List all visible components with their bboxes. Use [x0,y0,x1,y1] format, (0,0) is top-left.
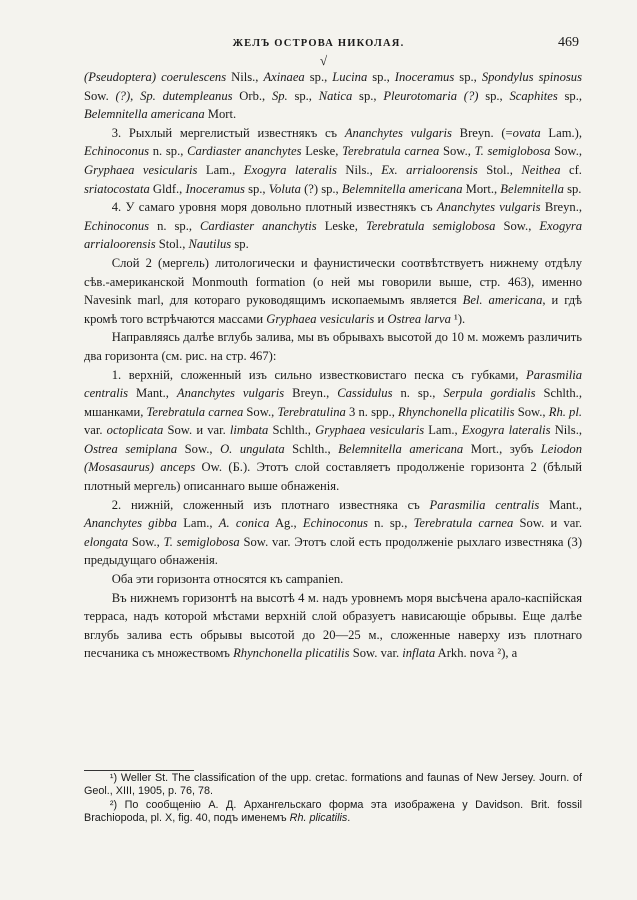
text-run: , и гдѣ кромѣ того встрѣчаются массами [84,293,582,326]
taxon-name: Gryphaea vesicularis [315,423,425,438]
text-run: sp., [454,70,482,84]
text-run: Lam., [424,423,462,438]
taxon-name: Scaphites [509,88,558,103]
text-run: sp., [304,70,333,84]
taxon-name: Echinoconus [84,218,150,233]
taxon-name: Ananchytes vulgaris [436,200,541,215]
text-run: . [347,812,351,825]
taxon-name: Nautilus [188,237,232,252]
paragraph-lower-horizon [84,496,582,570]
taxon-name: Echinoconus [302,516,368,531]
taxon-name: Exogyra lateralis [243,162,337,177]
text-run: Stol., [155,237,189,252]
text-run: Направляясь далѣе вглубь залива, мы въ обрывахъ высотой до 10 м. можемъ различить два горизонта (см. рис. на стр. 467): [84,330,582,363]
taxon-name: sriatocostata [84,181,150,196]
taxon-name: Ex. arrialoorensis [381,162,478,177]
paragraph-species-list [84,68,582,124]
footnote-1 [84,772,582,799]
text-run: 4. У самаго уровня моря довольно плотный известнякъ съ [111,200,437,215]
text-run: Mort., зубъ [463,441,541,456]
text-run: Ow. (Б.). Этотъ слой составляетъ продолженіе горизонта 2 (бѣлый плотный мергель) описаннаго выше обнаженія. [84,460,582,494]
taxon-name: Neithea [521,162,561,177]
taxon-name: Rh. pl. [548,404,583,419]
taxon-name: Parasmilia centralis [429,497,540,512]
taxon-name: Terebratula carnea [342,144,440,159]
taxon-name: Ananchytes vulgaris [176,386,285,401]
taxon-name: Exogyra lateralis [461,423,551,438]
taxon-name: Parasmilia centralis [84,367,582,401]
text-run: Nils., [550,423,582,438]
text-run: ¹). [450,311,466,326]
text-run: sp., [478,88,510,103]
text-run: Nils., [336,162,382,177]
text-run: sp., [352,88,384,103]
taxon-name: O. ungulata [220,441,285,456]
taxon-name: Terebratulina [277,404,346,419]
paragraph-layer-3 [84,124,582,198]
text-run: Stol., [477,162,522,177]
taxon-name: Pleurotomaria (?) [383,88,479,103]
text-run: Sow., [439,144,475,159]
text-run: cf. [560,162,582,177]
text-run: (?) sp., [300,181,342,196]
text-run: Schlth., мшанками, [84,386,582,419]
running-head: ЖЕЛЪ ОСТРОВА НИКОЛАЯ. [232,38,405,49]
taxon-name: T. semiglobosa [474,144,551,159]
text-run: Schlth., [268,423,316,438]
text-run: n. sp., [367,516,414,531]
text-run: Gldf., [149,181,186,196]
text-run: n. sp., [392,386,444,401]
taxon-name: Rh. plicatilis [289,812,348,825]
taxon-name: Gryphaea vesicularis [84,162,198,177]
taxon-name: Bel. americana [462,293,543,308]
taxon-name: Belemnitella americana [338,441,464,456]
text-run: Mant., [539,497,583,512]
taxon-name: limbata [229,423,269,438]
text-run: Sow. var. [349,646,403,661]
taxon-name: Leiodon (Mosasaurus) anceps [84,441,583,475]
taxon-name: Voluta [268,181,301,196]
taxon-name: Gryphaea vesicularis [266,311,375,326]
taxon-name: Echinoconus [84,144,150,159]
taxon-name: Sp. dutempleanus [140,88,233,103]
text-run: Sow., [514,404,549,419]
taxon-name: Cardiaster ananchytis [200,218,317,233]
text-run: Schlth., [284,441,339,456]
paragraph-two-horizons [84,328,582,365]
text-run: ¹) Weller St. The classification of the upp. cretac. formations and faunas of New Jersey. Journ. of Geol., XIII, 1905, p. 76, 78. [84,772,582,798]
paragraph-terrace [84,589,582,663]
taxon-name: Belemnitella americana [84,107,205,122]
taxon-name: Serpula gordialis [443,386,536,401]
taxon-name: Inoceramus [185,181,245,196]
text-run: Sow. и var. [163,423,230,438]
taxon-name: (Pseudoptera) coerulescens [84,70,227,84]
taxon-name: Rhynchonella plicatilis [398,404,515,419]
text-run: , [130,88,141,103]
text-run: n. sp., [149,218,201,233]
taxon-name: Ananchytes gibba [84,516,177,531]
text-run: Слой 2 (мергель) литологически и фаунистически соотвѣтствуетъ нижнему отдѣлу сѣв.-американской Monmouth formation (о ней мы говорили выше, стр. 463), именно Navesink marl, для котораго руководящимъ ископаемымъ является [84,255,582,308]
text-run: Ag., [269,516,303,531]
text-run: Sow., [128,534,164,549]
text-run: Оба эти горизонта относятся къ campanien. [111,572,344,587]
taxon-name: Exogyra arrialoorensis [84,218,583,252]
taxon-name: Spondylus spinosus [481,70,582,84]
page-header [0,35,637,68]
text-run: n. sp., [149,144,188,159]
text-run: Sow. и var. [513,516,582,531]
paragraph-layer-2-correlation [84,254,582,328]
text-run: Sow., [177,441,221,456]
text-run: ²) По сообщенію А. Д. Архангельскаго форма эта изображена у Davidson. Brit. fossil Brachiopoda, pl. X, fig. 40, подъ именемъ [84,798,582,825]
text-run: Breyn., [540,200,582,215]
footnote-rule [84,770,194,771]
text-run: 2. нижній, сложенный изъ плотнаго известняка съ [111,497,430,512]
taxon-name: Ananchytes vulgaris [344,125,452,140]
footnotes [84,772,582,826]
taxon-name: Inoceramus [394,70,455,84]
text-run: Sow., [495,218,540,233]
taxon-name: Sp. [271,88,288,103]
text-run: Lam., [197,162,244,177]
text-run: и [374,311,388,326]
text-run: var. [84,423,107,438]
text-run: Leske, [301,144,343,159]
text-run: sp., [244,181,269,196]
taxon-name: Ostrea larva [387,311,451,326]
taxon-name: Axinaea [263,70,305,84]
check-mark: √ [320,53,328,68]
text-run: Breyn., [284,386,338,401]
text-run: 1. верхній, сложенный изъ сильно известковистаго песка съ губками, [111,367,527,382]
text-run: Mant., [128,386,177,401]
text-run: Leske, [316,218,366,233]
page-number: 469 [558,35,579,50]
text-run: sp., [557,88,583,103]
taxon-name: Natica [318,88,353,103]
text-run: Sow. var. Этотъ слой есть продолженіе рыхлаго известняка (3) предыдущаго обнаженія. [84,534,583,568]
text-run: Orb., [232,88,272,103]
text-run: Lam.), [540,125,582,140]
text-run: Nils., [226,70,264,84]
taxon-name: T. semiglobosa [163,534,240,549]
text-run: sp. [231,237,249,252]
text-run: Sow., [243,404,278,419]
taxon-name: Cassidulus [337,386,393,401]
text-run: Breyn. (= [451,125,513,140]
taxon-name: elongata [84,534,129,549]
taxon-name: inflata [402,646,436,661]
paragraph-campanien [84,570,582,589]
text-run: Arkh. nova ²), а [435,646,518,661]
text-run: sp., [287,88,319,103]
taxon-name: octoplicata [106,423,164,438]
text-run: Mort., [462,181,501,196]
taxon-name: Terebratula semiglobosa [365,218,496,233]
paragraph-layer-4 [84,198,582,254]
taxon-name: Terebratula carnea [413,516,514,531]
text-run: sp. [563,181,582,196]
text-run: 3 n. spp., [345,404,399,419]
text-run: Въ нижнемъ горизонтѣ на высотѣ 4 м. надъ уровнемъ моря высѣчена арало-каспійская терраса, надъ которой мѣстами верхній слой образуетъ нависающіе обрывы. Еще далѣе вглубь залива есть обрывы высотой до 20—25 м., сложенные наверху изъ плотнаго песчаника съ множествомъ [84,590,582,661]
taxon-name: ovata [512,125,541,140]
text-run: Sow., [550,144,582,159]
taxon-name: Belemnitella [500,181,564,196]
taxon-name: Terebratula carnea [146,404,244,419]
taxon-name: Rhynchonella plicatilis [233,646,350,661]
text-run: 3. Рыхлый мергелистый известнякъ съ [111,125,345,140]
paragraph-upper-horizon [84,366,582,496]
text-run: Lam., [176,516,219,531]
text-run: Mort. [204,107,237,122]
taxon-name: Belemnitella americana [341,181,463,196]
text-run: Sow. [84,88,116,103]
taxon-name: Lucina [332,70,368,84]
taxon-name: Ostrea semiplana [84,441,178,456]
text-run: sp., [367,70,395,84]
taxon-name: A. conica [218,516,270,531]
taxon-name: Cardiaster ananchytes [187,144,302,159]
body-text [84,68,582,663]
footnote-2 [84,799,582,826]
taxon-name: (?) [115,88,131,103]
